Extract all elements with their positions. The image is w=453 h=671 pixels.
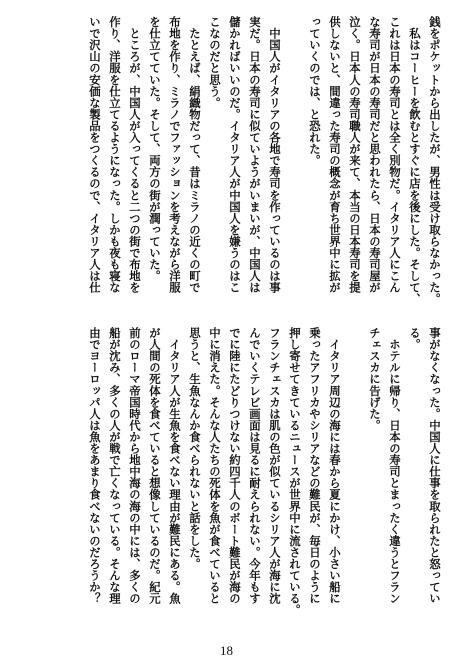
text-line: いで沢山の安価な製品をつくるので、イタリア人は仕 — [88, 16, 102, 294]
text-line: 前のローマ帝国時代から地中海の海の中には、多くの — [128, 327, 142, 605]
text-line: こなのだと思う。 — [208, 16, 222, 109]
text-line: ホテルに帰り、日本の寿司とまったく違うとフラン — [388, 327, 402, 605]
text-line: 中に消えた。そんな人たちの死体を魚が食べていると — [208, 327, 222, 605]
blank-line — [285, 16, 305, 316]
text-line: 銭をポケットから出したが、男性は受け取らなかった。 — [428, 16, 442, 305]
text-line: チェスカに告げた。 — [368, 327, 382, 431]
lower-text-block — [85, 327, 445, 639]
blank-line — [345, 327, 365, 639]
text-line: な寿司が日本の寿司だと思われたら、日本の寿司屋が — [368, 16, 382, 294]
text-line: 私はコーヒーを飲むとすぐに店を後にした。そして、 — [408, 16, 422, 305]
text-line: 押し寄せてきているニュースが世界中に流されている。 — [288, 327, 302, 616]
text-line: 作り、洋服を仕立てるようになった。しかも夜も寝な — [108, 16, 122, 294]
text-line: たとえば、絹織物だって、昔はミラノの近くの町で — [188, 16, 202, 294]
text-line: が人間の死体を食べていると想像しているのだ。紀元 — [148, 327, 162, 605]
text-line: 供しないと、間違った寿司の概念が育ち世界中に拡が — [328, 16, 342, 294]
text-line: っていくのでは、と恐れた。 — [308, 16, 322, 167]
text-line: これは日本の寿司とは全く別物だ。イタリア人にこん — [388, 16, 402, 294]
text-line: んでいくテレビ画面は見るに耐えられない。今年もす — [248, 327, 262, 605]
text-line: 事がなくなった。中国人に仕事を取られたと怒ってい — [428, 327, 442, 605]
text-line: る。 — [408, 327, 422, 351]
text-line: を仕立てていた。そして、両方の街が潤っていた。 — [148, 16, 162, 282]
upper-text-block — [85, 16, 445, 316]
text-line: 乗ったアフリカやシリアなどの難民が、毎日のように — [308, 327, 322, 605]
text-line: フランチェスカは肌の色が似ているシリア人が海に沈 — [268, 327, 282, 605]
text-line: ところが、中国人が入ってくると二つの街で布地を — [128, 16, 142, 294]
text-line: 由でヨーロッパ人は魚をあまり食べないのだろうか？ — [88, 327, 102, 605]
text-line: イタリア周辺の海には春から夏にかけ、小さい船に — [328, 327, 342, 605]
text-line: でに陸にたどりつけない約四千人のボート難民が海の — [228, 327, 242, 605]
text-line: 船が沈み、多くの人が戦で亡くなっている。そんな理 — [108, 327, 122, 605]
text-line: 儲かればいいのだ。イタリア人が中国人を嫌うのはこ — [228, 16, 242, 294]
text-line: 布地を作り、ミラノでファッションを考えながら洋服 — [168, 16, 182, 294]
page-number: 18 — [220, 643, 233, 658]
text-line: 泣く。日本人の寿司職人が来て、本当の日本寿司を提 — [348, 16, 362, 294]
text-line: イタリア人が生魚を食べない理由が難民にある。魚 — [168, 327, 182, 605]
text-line: 実だ。日本の寿司に似ていようがいまいが、中国人は — [248, 16, 262, 294]
text-line: 思うと、生魚なんか食べられないと話をした。 — [188, 327, 202, 570]
text-line: 中国人がイタリアの各地で寿司を作っているのは事 — [268, 16, 282, 294]
